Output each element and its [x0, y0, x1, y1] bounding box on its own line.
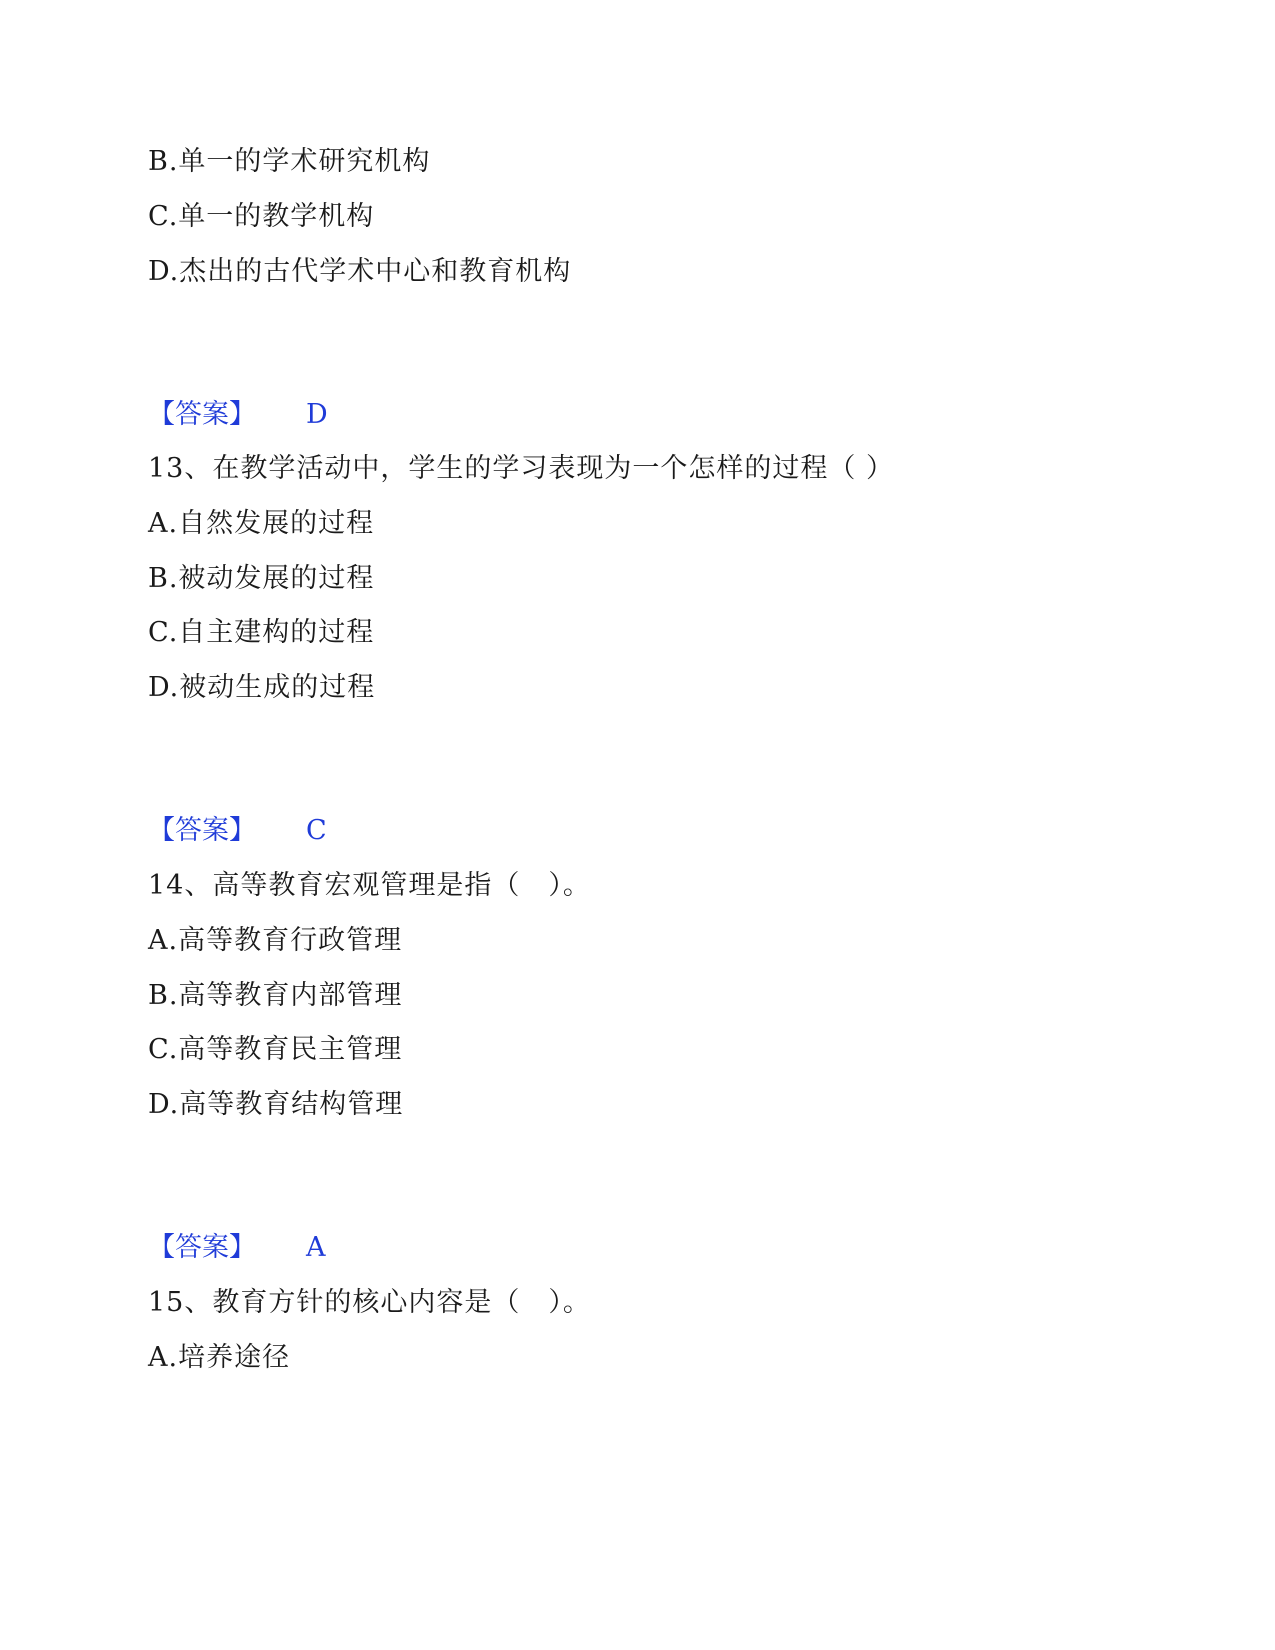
question-15-stem: 15、教育方针的核心内容是（ ）。 [148, 1287, 591, 1318]
option-d-q12: D.杰出的古代学术中心和教育机构 [148, 256, 572, 287]
answer-q12 [148, 397, 328, 433]
option-d-q14: D.高等教育结构管理 [148, 1089, 404, 1120]
option-d-q13: D.被动生成的过程 [148, 672, 376, 703]
option-c-q13: C.自主建构的过程 [148, 617, 375, 648]
answer-value: A [306, 1232, 326, 1263]
option-b-q14: B.高等教育内部管理 [148, 980, 403, 1011]
option-c-q12: C.单一的教学机构 [148, 201, 375, 232]
answer-value: D [306, 399, 328, 430]
answer-value: C [306, 815, 327, 846]
question-14-stem: 14、高等教育宏观管理是指（ ）。 [148, 870, 591, 901]
question-13-stem: 13、在教学活动中，学生的学习表现为一个怎样的过程（ ） [148, 453, 894, 484]
option-b-q12: B.单一的学术研究机构 [148, 146, 431, 177]
answer-label: 【答案】 [148, 399, 256, 430]
option-a-q14: A.高等教育行政管理 [148, 925, 403, 956]
answer-q13 [148, 813, 327, 849]
option-b-q13: B.被动发展的过程 [148, 563, 375, 594]
answer-q14 [148, 1230, 326, 1266]
option-a-q13: A.自然发展的过程 [148, 508, 375, 539]
option-c-q14: C.高等教育民主管理 [148, 1034, 403, 1065]
answer-label: 【答案】 [148, 1232, 256, 1263]
option-a-q15: A.培养途径 [148, 1342, 291, 1373]
answer-label: 【答案】 [148, 815, 256, 846]
